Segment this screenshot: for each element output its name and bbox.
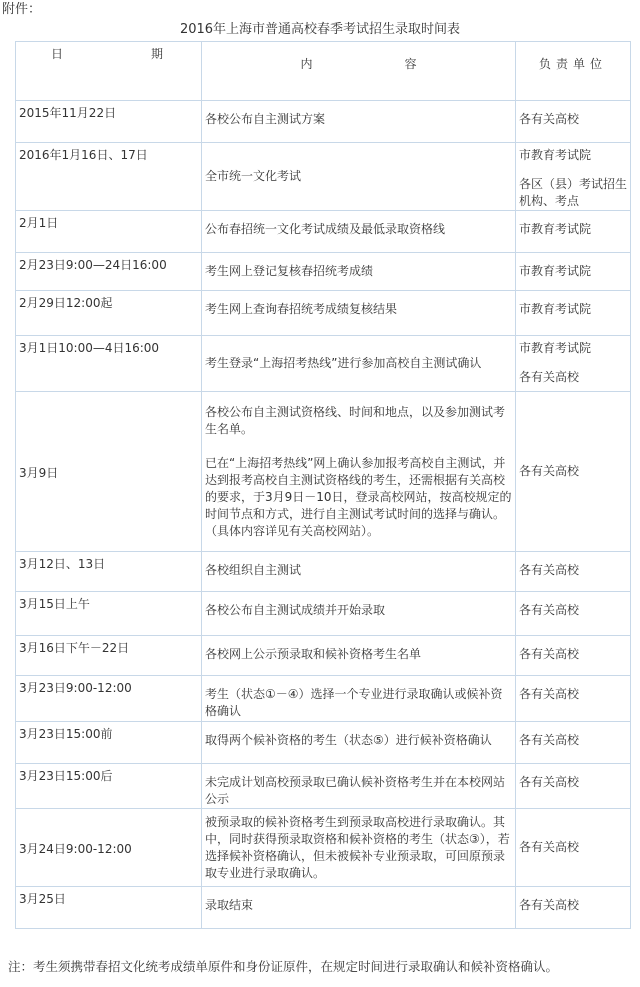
table-row xyxy=(16,809,631,887)
row-unit-text: 各有关高校 xyxy=(519,112,580,126)
header-date: 日 期 xyxy=(16,42,202,101)
row-date: 3月23日15:00后 xyxy=(16,764,202,809)
row-content xyxy=(202,636,516,676)
row-date: 2015年11月22日 xyxy=(16,101,202,143)
row-content-text: 全市统一文化考试 xyxy=(205,169,302,183)
row-content-text: 公布春招统一文化考试成绩及最低录取资格线 xyxy=(205,222,446,236)
row-unit-text: 各有关高校 xyxy=(519,603,580,617)
table-row xyxy=(16,676,631,722)
row-date: 3月9日 xyxy=(16,392,202,552)
schedule-table xyxy=(15,41,631,929)
row-unit-text: 各有关高校 xyxy=(519,840,580,854)
row-content-text: 取得两个候补资格的考生（状态⑤）进行候补资格确认 xyxy=(205,733,492,747)
row-date: 2月1日 xyxy=(16,211,202,253)
row-content xyxy=(202,722,516,764)
row-content-text: 考生（状态①－④）选择一个专业进行录取确认或候补资格确认 xyxy=(205,687,503,718)
row-date: 2月29日12:00起 xyxy=(16,291,202,336)
row-unit xyxy=(516,552,631,592)
row-date: 3月15日上午 xyxy=(16,592,202,636)
row-content-text: 录取结束 xyxy=(205,898,254,912)
row-date: 2月23日9:00—24日16:00 xyxy=(16,253,202,291)
table-row xyxy=(16,552,631,592)
row-unit xyxy=(516,887,631,929)
row-date: 3月23日9:00-12:00 xyxy=(16,676,202,722)
row-unit xyxy=(516,336,631,392)
row-unit xyxy=(516,253,631,291)
row-date: 3月16日下午－22日 xyxy=(16,636,202,676)
table-row xyxy=(16,211,631,253)
row-content-text: 已在“上海招考热线”网上确认参加报考高校自主测试，并达到报考高校自主测试资格线的考生，还需根据有关高校的要求，于3月9日－10日，登录高校网站，按高校规定的时间节点和方式，进行自主测试考试时间的选择与确认。（具体内容详见有关高校网站）。 xyxy=(205,455,512,538)
row-unit xyxy=(516,722,631,764)
row-unit-text: 各有关高校 xyxy=(519,563,580,577)
footnote: 注：考生须携带春招文化统考成绩单原件和身份证原件，在规定时间进行录取确认和候补资格确认。 xyxy=(8,959,559,974)
row-content xyxy=(202,764,516,809)
attachment-label: 附件： xyxy=(2,2,42,17)
table-row xyxy=(16,722,631,764)
row-unit-text: 各有关高校 xyxy=(519,647,580,661)
row-content xyxy=(202,336,516,392)
row-content xyxy=(202,887,516,929)
row-unit xyxy=(516,392,631,552)
row-date: 3月23日15:00前 xyxy=(16,722,202,764)
row-date: 3月25日 xyxy=(16,887,202,929)
row-content-text: 各校组织自主测试 xyxy=(205,563,302,577)
row-content-text: 各校网上公示预录取和候补资格考生名单 xyxy=(205,647,422,661)
table-header-row xyxy=(16,42,631,101)
row-content xyxy=(202,676,516,722)
row-unit-text: 各有关高校 xyxy=(519,687,580,701)
table-row xyxy=(16,291,631,336)
row-content xyxy=(202,592,516,636)
row-unit xyxy=(516,676,631,722)
table-row xyxy=(16,101,631,143)
table-row xyxy=(16,143,631,211)
table-row xyxy=(16,392,631,552)
row-unit xyxy=(516,636,631,676)
row-unit-text: 各区（县）考试招生机构、考点 xyxy=(519,177,628,208)
table-row xyxy=(16,887,631,929)
row-content xyxy=(202,392,516,552)
row-content xyxy=(202,253,516,291)
table-row xyxy=(16,336,631,392)
header-content: 内 容 xyxy=(202,42,516,101)
row-content xyxy=(202,101,516,143)
row-unit-text: 市教育考试院 xyxy=(519,302,592,316)
row-unit-text: 各有关高校 xyxy=(519,898,580,912)
row-unit-text: 市教育考试院 xyxy=(519,148,592,162)
row-unit-text: 各有关高校 xyxy=(519,775,580,789)
row-content-text: 考生网上查询春招统考成绩复核结果 xyxy=(205,302,398,316)
row-unit-text: 市教育考试院 xyxy=(519,222,592,236)
table-row xyxy=(16,253,631,291)
row-unit xyxy=(516,143,631,211)
row-content-text: 未完成计划高校预录取已确认候补资格考生并在本校网站公示 xyxy=(205,775,506,806)
row-unit xyxy=(516,592,631,636)
table-row xyxy=(16,764,631,809)
row-date: 3月24日9:00-12:00 xyxy=(16,809,202,887)
row-unit xyxy=(516,764,631,809)
header-unit: 负责单位 xyxy=(516,42,631,101)
row-unit-text: 各有关高校 xyxy=(519,370,580,384)
row-content-text: 各校公布自主测试方案 xyxy=(205,112,326,126)
row-content-text: 各校公布自主测试成绩并开始录取 xyxy=(205,603,386,617)
row-content xyxy=(202,809,516,887)
row-unit-text: 市教育考试院 xyxy=(519,264,592,278)
row-unit xyxy=(516,291,631,336)
row-unit-text: 各有关高校 xyxy=(519,733,580,747)
row-content-text: 被预录取的候补资格考生到预录取高校进行录取确认。其中，同时获得预录取资格和候补资格的考生（状态③），若选择候补资格确认，但未被候补专业预录取，可回原预录取专业进行录取确认。 xyxy=(205,814,510,880)
row-unit-text: 市教育考试院 xyxy=(519,341,592,355)
table-row xyxy=(16,636,631,676)
row-unit xyxy=(516,211,631,253)
row-date: 3月12日、13日 xyxy=(16,552,202,592)
row-content xyxy=(202,211,516,253)
row-date: 2016年1月16日、17日 xyxy=(16,143,202,211)
row-unit xyxy=(516,809,631,887)
row-content xyxy=(202,291,516,336)
row-unit-text: 各有关高校 xyxy=(519,464,580,478)
row-content-text: 考生登录“上海招考热线”进行参加高校自主测试确认 xyxy=(205,356,482,370)
row-content xyxy=(202,143,516,211)
row-content xyxy=(202,552,516,592)
row-content-text: 各校公布自主测试资格线、时间和地点，以及参加测试考生名单。 xyxy=(205,404,506,436)
table-row xyxy=(16,592,631,636)
row-content-text: 考生网上登记复核春招统考成绩 xyxy=(205,264,374,278)
row-unit xyxy=(516,101,631,143)
row-date: 3月1日10:00—4日16:00 xyxy=(16,336,202,392)
page-title: 2016年上海市普通高校春季考试招生录取时间表 xyxy=(179,22,461,37)
